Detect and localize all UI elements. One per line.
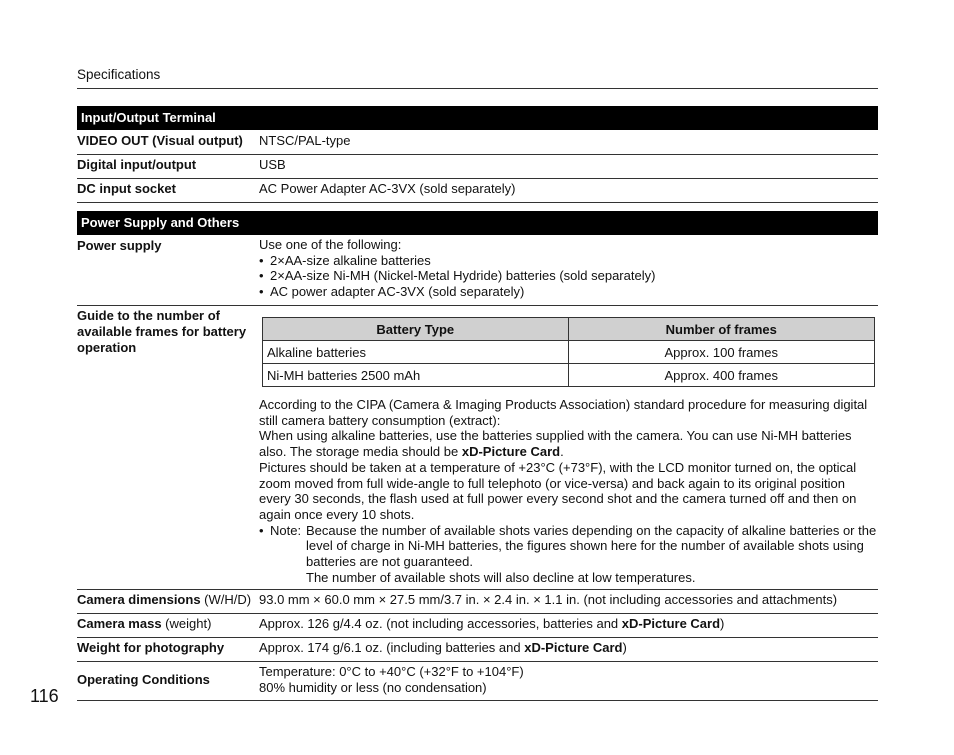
list-item: • 2×AA-size alkaline batteries xyxy=(259,253,878,269)
section-header-power: Power Supply and Others xyxy=(77,211,878,235)
value-bold: xD-Picture Card xyxy=(524,640,623,655)
label-text: Camera mass xyxy=(77,616,162,631)
list-item: • AC power adapter AC-3VX (sold separately) xyxy=(259,284,878,300)
row-divider xyxy=(77,661,878,662)
note-lead: Note: xyxy=(270,522,302,538)
row-divider xyxy=(77,305,878,306)
header-rule xyxy=(77,88,878,89)
value-text: ) xyxy=(720,616,725,631)
row-divider xyxy=(77,637,878,638)
row-divider xyxy=(77,613,878,614)
table-cell: Ni-MH batteries 2500 mAh xyxy=(263,364,569,387)
value-text: Approx. 174 g/6.1 oz. (including batteries and xyxy=(259,640,525,655)
row-label-digital-io: Digital input/output xyxy=(77,157,197,172)
value-text: Approx. 126 g/4.4 oz. (not including accessories, batteries and xyxy=(259,616,622,631)
value-bold: xD-Picture Card xyxy=(621,616,721,631)
row-label-video-out: VIDEO OUT (Visual output) xyxy=(77,133,243,148)
cipa-text: . xyxy=(560,444,564,460)
operating-temperature: Temperature: 0°C to +40°C (+32°F to +104°F) xyxy=(259,664,524,679)
row-label-mass xyxy=(77,616,211,632)
value-text: ) xyxy=(622,640,627,655)
cipa-paragraph: According to the CIPA (Camera & Imaging Products Association) standard procedure for measuring digital still camera battery consumption (extract): xyxy=(259,397,868,428)
operating-humidity: 80% humidity or less (no condensation) xyxy=(259,679,487,695)
row-value-digital-io: USB xyxy=(259,157,286,172)
row-value-operating xyxy=(259,664,524,695)
row-divider xyxy=(77,154,878,155)
row-label-dc-input: DC input socket xyxy=(77,181,176,196)
bullet-icon: • xyxy=(259,522,264,538)
row-divider xyxy=(77,202,878,203)
row-value-weight-photography xyxy=(259,640,627,656)
power-supply-list xyxy=(259,253,878,300)
cipa-text-block xyxy=(259,397,878,585)
row-label-power-supply: Power supply xyxy=(77,238,162,253)
table-cell: Approx. 100 frames xyxy=(568,341,875,364)
column-header-number-of-frames: Number of frames xyxy=(568,318,875,341)
list-item: • 2×AA-size Ni-MH (Nickel-Metal Hydride) batteries (sold separately) xyxy=(259,268,878,284)
note-text: Because the number of available shots varies depending on the capacity of alkaline batteries or the level of charge in Ni-MH batteries, the figures shown here for the number of available shots using batteries are not guaranteed. xyxy=(306,522,877,570)
label-suffix: (W/H/D) xyxy=(200,592,252,607)
column-header-battery-type: Battery Type xyxy=(263,318,569,341)
battery-table xyxy=(262,317,875,387)
row-label-guide-frames: Guide to the number of available frames for battery operation xyxy=(77,308,247,355)
row-value-dc-input: AC Power Adapter AC-3VX (sold separately) xyxy=(259,181,516,196)
row-value-power-supply xyxy=(259,237,878,300)
table-cell: Approx. 400 frames xyxy=(568,364,875,387)
running-head: Specifications xyxy=(77,67,161,82)
row-label-operating: Operating Conditions xyxy=(77,672,210,687)
row-value-dimensions: 93.0 mm × 60.0 mm × 27.5 mm/3.7 in. × 2.4 in. × 1.1 in. (not including accessories and attachments) xyxy=(259,592,838,607)
row-divider xyxy=(77,178,878,179)
cipa-paragraph: Pictures should be taken at a temperature of +23°C (+73°F), with the LCD monitor turned on, the optical zoom moved from full wide-angle to full telephoto (or vice-versa) and back again to its original position every 30 seconds, the flash used at full power every second shot and the camera turned off and then on again once every 10 shots. xyxy=(259,459,857,522)
cipa-text: When using alkaline batteries, use the batteries supplied with the camera. You can use Ni-MH batteries also. The storage media should be xyxy=(259,428,852,460)
table-header-row xyxy=(263,318,875,341)
page-number: 116 xyxy=(30,686,59,706)
row-value-mass xyxy=(259,616,724,632)
footer-rule xyxy=(77,700,878,701)
power-supply-intro: Use one of the following: xyxy=(259,237,402,252)
table-row xyxy=(263,364,875,387)
section-header-io: Input/Output Terminal xyxy=(77,106,878,130)
row-label-weight-photography: Weight for photography xyxy=(77,640,225,655)
row-value-video-out: NTSC/PAL-type xyxy=(259,133,351,148)
note xyxy=(259,523,878,586)
cipa-media-bold: xD-Picture Card xyxy=(461,444,561,460)
table-row xyxy=(263,341,875,364)
cipa-paragraph xyxy=(259,428,878,459)
row-label-dimensions xyxy=(77,592,251,608)
label-text: Camera dimensions xyxy=(77,592,201,607)
note-text: The number of available shots will also decline at low temperatures. xyxy=(306,569,696,585)
label-suffix: (weight) xyxy=(161,616,212,631)
row-divider xyxy=(77,589,878,590)
table-cell: Alkaline batteries xyxy=(263,341,569,364)
